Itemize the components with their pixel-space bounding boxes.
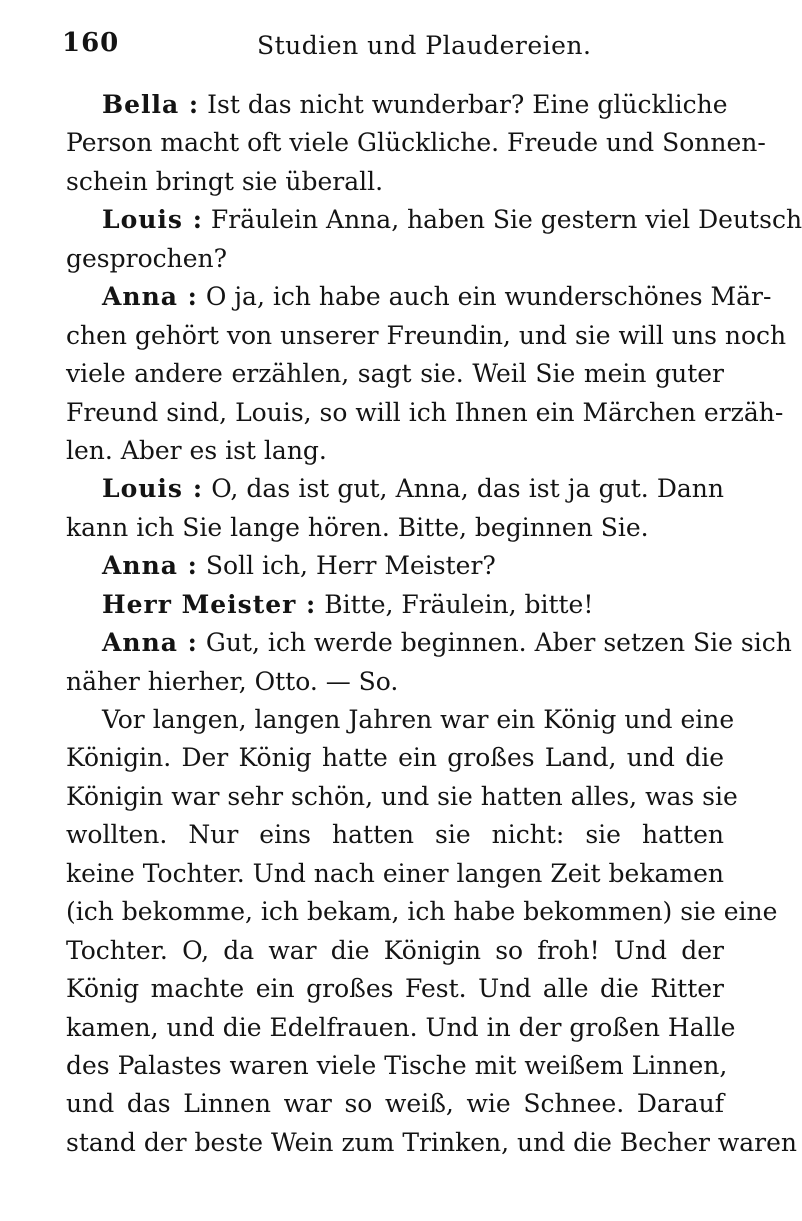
speaker-label: Bella :	[102, 90, 200, 119]
text-line	[66, 470, 724, 508]
text-line: Königin war sehr schön, und sie hatten alles, was sie	[66, 781, 738, 811]
text-line: keine Tochter. Und nach einer langen Zeit bekamen	[66, 858, 724, 888]
text-line: Tochter. O, da war die Königin so froh! Und der	[66, 935, 724, 965]
speaker-label: Anna :	[102, 628, 198, 658]
text-line: len. Aber es ist lang.	[66, 435, 327, 465]
text-line: schein bringt sie überall.	[66, 166, 384, 196]
text-line: und das Linnen war so weiß, wie Schnee. Darauf	[66, 1089, 724, 1119]
page-header	[62, 28, 724, 68]
page-number: 160	[62, 28, 120, 58]
running-title: Studien und Plaudereien.	[257, 31, 592, 60]
text-line	[66, 586, 724, 624]
text-line: chen gehört von unserer Freundin, und sie will uns noch	[66, 320, 787, 350]
text-line	[66, 201, 802, 239]
text-line	[66, 547, 724, 585]
text-line: Vor langen, langen Jahren war ein König und eine	[102, 705, 735, 734]
text-line: Freund sind, Louis, so will ich Ihnen ein Märchen erzäh-	[66, 397, 784, 427]
speaker-label: Anna :	[102, 551, 198, 581]
text-line: des Palastes waren viele Tische mit weißem Linnen,	[66, 1050, 728, 1080]
speaker-label: Louis :	[102, 474, 204, 504]
text-line: König machte ein großes Fest. Und alle die Ritter	[66, 974, 724, 1004]
speech-text: O ja, ich habe auch ein wunderschönes Mär-	[205, 282, 772, 312]
speech-text: Soll ich, Herr Meister?	[205, 551, 496, 581]
speech-text: O, das ist gut, Anna, das ist ja gut. Dann	[211, 474, 724, 504]
speech-text: Gut, ich werde beginnen. Aber setzen Sie sich	[205, 628, 792, 658]
text-line: näher hierher, Otto. — So.	[66, 666, 399, 696]
speaker-label: Anna :	[102, 282, 198, 312]
speaker-label: Louis :	[102, 205, 203, 235]
text-line: Königin. Der König hatte ein großes Land, und die	[66, 743, 724, 773]
speech-text: Ist das nicht wunderbar? Eine glückliche	[207, 90, 728, 119]
text-line	[66, 624, 792, 662]
text-line: Person macht oft viele Glückliche. Freude und Sonnen-	[66, 128, 766, 158]
speech-text: Fräulein Anna, haben Sie gestern viel Deutsch	[210, 205, 802, 235]
text-line: wollten. Nur eins hatten sie nicht: sie hatten	[66, 820, 724, 850]
text-line: viele andere erzählen, sagt sie. Weil Sie mein guter	[66, 359, 724, 389]
text-line: kann ich Sie lange hören. Bitte, beginnen Sie.	[66, 512, 649, 542]
body-text	[66, 86, 802, 1162]
text-line	[66, 278, 772, 316]
text-line: gesprochen?	[66, 243, 228, 273]
text-line: (ich bekomme, ich bekam, ich habe bekommen) sie eine	[66, 897, 778, 927]
text-line: kamen, und die Edelfrauen. Und in der großen Halle	[66, 1012, 736, 1042]
speaker-label: Herr Meister :	[102, 589, 317, 619]
text-line: stand der beste Wein zum Trinken, und die Becher waren	[66, 1127, 798, 1157]
speech-text: Bitte, Fräulein, bitte!	[324, 589, 594, 619]
text-line	[66, 86, 728, 124]
